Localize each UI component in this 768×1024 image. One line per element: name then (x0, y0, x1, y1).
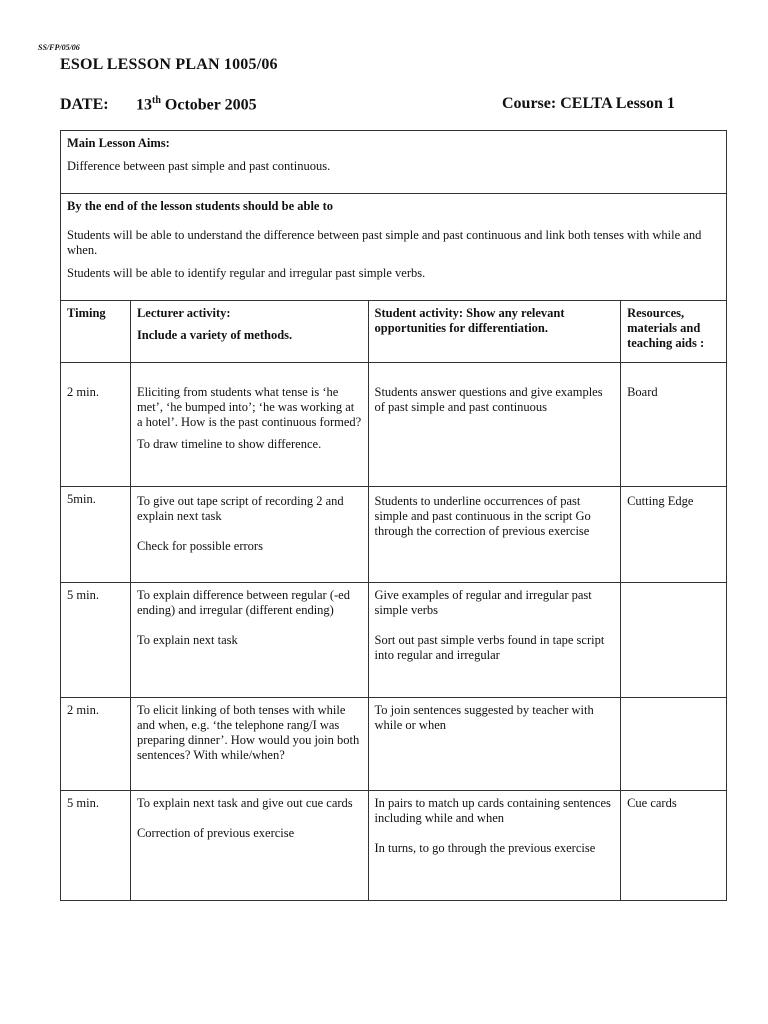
col-header-lecturer: Lecturer activity: (136, 306, 231, 320)
row-resource (621, 583, 727, 698)
table-row (61, 487, 727, 583)
lecturer-activity: To explain next task and give out cue cards (136, 796, 353, 810)
aims-row (61, 131, 727, 194)
row-time: 2 min. (61, 363, 131, 487)
table-row (61, 363, 727, 487)
col-header-timing: Timing (61, 301, 131, 363)
aims-heading: Main Lesson Aims: (67, 136, 170, 150)
lecturer-activity: Eliciting from students what tense is ‘he met’, ‘he bumped into’; ‘he was working at a hotel’. How is the past continuous formed? (136, 385, 362, 429)
date-line (60, 95, 257, 114)
date-rest: October 2005 (160, 96, 257, 114)
row-resource: Cutting Edge (621, 487, 727, 583)
lecturer-activity: To explain difference between regular (-ed ending) and irregular (different ending) (136, 588, 350, 617)
outcomes-heading: By the end of the lesson students should be able to (67, 199, 334, 213)
student-activity: Give examples of regular and irregular past simple verbs (374, 588, 592, 617)
table-row (61, 791, 727, 901)
row-resource: Cue cards (621, 791, 727, 901)
table-row (61, 698, 727, 791)
student-activity: To join sentences suggested by teacher with while or when (374, 703, 594, 732)
outcome-item: Students will be able to identify regular and irregular past simple verbs. (67, 266, 426, 280)
row-resource (621, 698, 727, 791)
lecturer-activity: Correction of previous exercise (136, 826, 295, 840)
date-day: 13 (136, 96, 152, 114)
outcome-item: Students will be able to understand the difference between past simple and past continuous and link both tenses with while and when. (67, 228, 702, 257)
date-suffix: th (152, 95, 161, 106)
lecturer-activity: To elicit linking of both tenses with while and when, e.g. ‘the telephone rang/I was preparing dinner’. How would you join both sentences? With while/when? (136, 703, 360, 762)
col-header-student: Student activity: Show any relevant opportunities for differentiation. (368, 301, 621, 363)
lesson-plan-table (60, 130, 727, 901)
lecturer-activity: To explain next task (136, 633, 238, 647)
aims-text: Difference between past simple and past continuous. (67, 159, 331, 173)
col-header-lecturer-note: Include a variety of methods. (136, 328, 293, 342)
column-header-row (61, 301, 727, 363)
student-activity: In turns, to go through the previous exercise (374, 841, 596, 855)
col-header-resources: Resources, materials and teaching aids : (621, 301, 727, 363)
row-time: 5 min. (61, 583, 131, 698)
document-code: SS/FP/05/06 (38, 43, 80, 52)
page-title: ESOL LESSON PLAN 1005/06 (60, 56, 278, 73)
date-label: DATE: (60, 96, 109, 114)
row-resource: Board (621, 363, 727, 487)
lecturer-activity: To draw timeline to show difference. (136, 437, 322, 451)
student-activity: In pairs to match up cards containing sentences including while and when (374, 796, 611, 825)
lecturer-activity: To give out tape script of recording 2 and explain next task (136, 494, 344, 523)
lecturer-activity: Check for possible errors (136, 539, 263, 553)
course-label: Course: CELTA Lesson 1 (502, 95, 675, 112)
row-time: 5 min. (61, 791, 131, 901)
table-row (61, 583, 727, 698)
student-activity: Sort out past simple verbs found in tape script into regular and irregular (374, 633, 605, 662)
row-time: 5min. (61, 487, 131, 583)
student-activity: Students to underline occurrences of past simple and past continuous in the script Go through the correction of previous exercise (374, 494, 591, 538)
row-time: 2 min. (61, 698, 131, 791)
student-activity: Students answer questions and give examples of past simple and past continuous (374, 385, 603, 414)
outcomes-row (61, 194, 727, 301)
